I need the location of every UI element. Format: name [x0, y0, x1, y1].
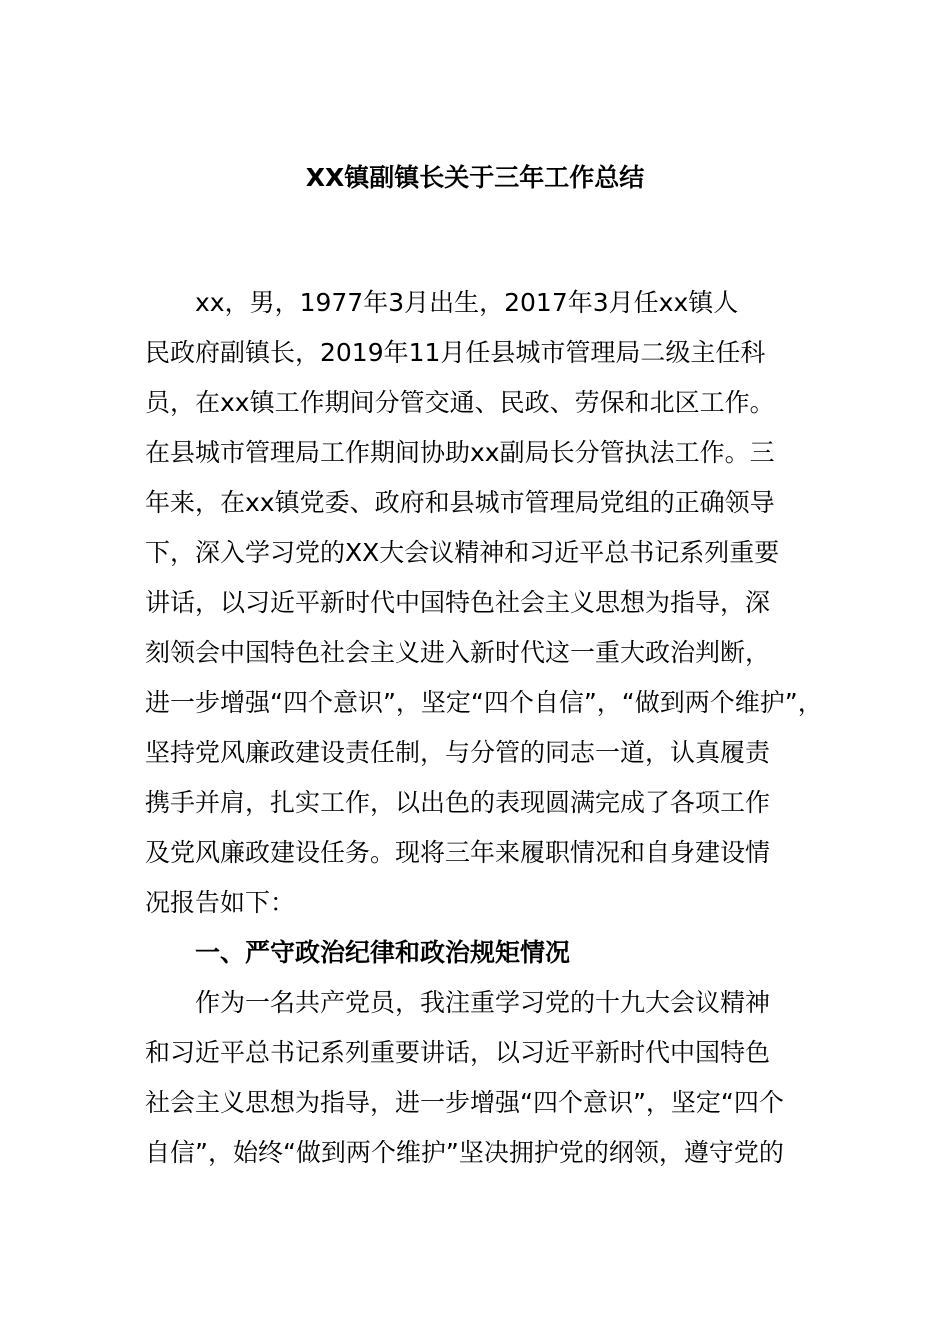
document-body: [145, 278, 835, 1178]
paragraph-line: 作为一名共产党员，我注重学习党的十九大会议精神: [195, 988, 771, 1017]
paragraph-line: 及党风廉政建设任务。现将三年来履职情况和自身建设情: [145, 838, 771, 867]
paragraph-line: 况报告如下：: [145, 888, 296, 917]
section-heading: 一、严守政治纪律和政治规矩情况: [195, 938, 571, 967]
paragraph-line: 民政府副镇长，2019年11月任县城市管理局二级主任科: [145, 338, 766, 367]
paragraph-line: 年来，在xx镇党委、政府和县城市管理局党组的正确领导: [145, 488, 775, 517]
paragraph-line: 社会主义思想为指导，进一步增强“四个意识”，坚定“四个: [145, 1088, 784, 1117]
paragraph-line: xx，男，1977年3月出生，2017年3月任xx镇人: [195, 288, 739, 317]
paragraph-line: 员，在xx镇工作期间分管交通、民政、劳保和北区工作。: [145, 388, 775, 417]
document-title: XX镇副镇长关于三年工作总结: [305, 163, 645, 192]
paragraph-line: 讲话，以习近平新时代中国特色社会主义思想为指导，深: [145, 588, 771, 617]
paragraph-line: 坚持党风廉政建设责任制，与分管的同志一道，认真履责: [145, 738, 771, 767]
paragraph-line: 携手并肩，扎实工作，以出色的表现圆满完成了各项工作: [145, 788, 771, 817]
paragraph-line: 自信”，始终“做到两个维护”坚决拥护党的纲领，遵守党的: [145, 1138, 784, 1167]
paragraph-line: 在县城市管理局工作期间协助xx副局长分管执法工作。三: [145, 438, 775, 467]
paragraph-line: 刻领会中国特色社会主义进入新时代这一重大政治判断，: [145, 638, 771, 667]
paragraph-line: 进一步增强“四个意识”，坚定“四个自信”，“做到两个维护”，: [145, 688, 823, 717]
paragraph-line: 下，深入学习党的XX大会议精神和习近平总书记系列重要: [145, 538, 780, 567]
paragraph-line: 和习近平总书记系列重要讲话，以习近平新时代中国特色: [145, 1038, 771, 1067]
